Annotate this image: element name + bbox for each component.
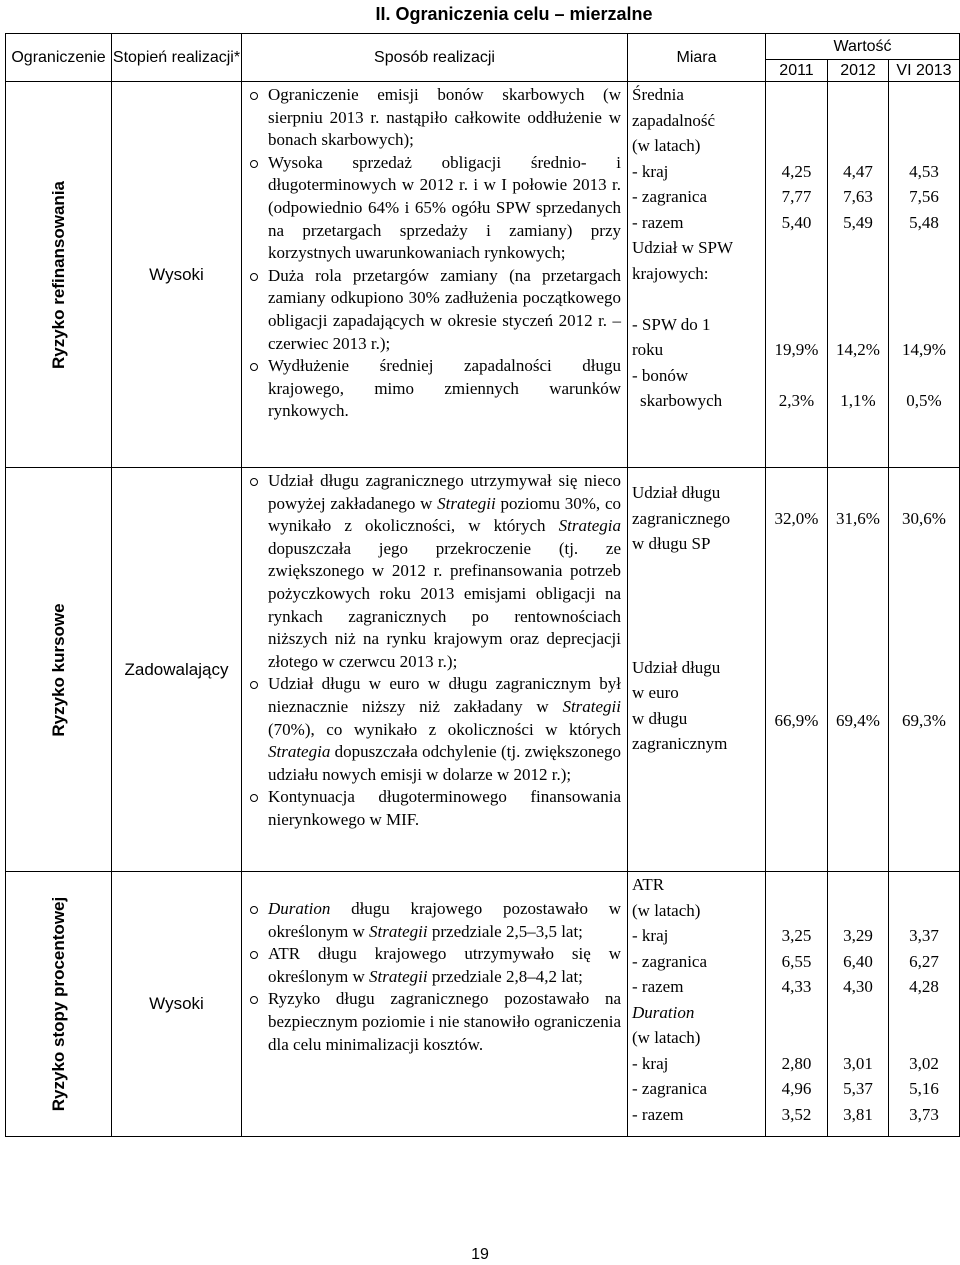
header-measure: Miara [628, 34, 766, 82]
constraint-cell [6, 872, 112, 1137]
value: 3,52 [781, 1104, 812, 1124]
bullet-item: Udział długu w euro w długu zagranicznym był nieznacznie niższy niż zakładany w Strategii (70%), co wynikało z okoliczności w których Strategia dopuszczała odchylenie (tj. zwiększonego udziału nowych emisji w dolarze w 2012 r.); [268, 673, 621, 786]
measure-line: ATR [632, 875, 665, 894]
constraint-label: Ryzyko refinansowania [48, 180, 68, 369]
measure-line: (w latach) [632, 1028, 701, 1047]
measure-line: - zagranica [632, 187, 708, 206]
level-cell: Wysoki [112, 82, 242, 468]
value: 3,73 [909, 1104, 939, 1124]
bullet-item: Duration długu krajowego pozostawało w określonym w Strategii przedziale 2,5–3,5 lat; [268, 898, 621, 943]
constraint-cell [6, 82, 112, 468]
measure-line: w długu [632, 708, 688, 728]
measure-line: Udział długu [632, 483, 721, 502]
measure-gap [632, 286, 762, 312]
measure-line: - zagranica [632, 951, 708, 971]
bullet-item: Duża rola przetargów zamiany (na przetargach zamiany odkupiono 30% zadłużenia początkowego obligacji zapadających w okresie styczeń 2012 r. – czerwiec 2013 r.); [268, 265, 621, 355]
constraint-label: Ryzyko stopy procentowej [48, 896, 68, 1112]
value: 6,40 [843, 951, 873, 971]
measure-cell [628, 468, 766, 872]
value: 2,3% [778, 391, 815, 410]
value: 6,27 [909, 951, 939, 971]
measure-line: - kraj [632, 161, 669, 181]
value: 3,02 [909, 1053, 939, 1073]
value: 3,29 [843, 926, 873, 945]
measure-line: (w latach) [632, 136, 701, 155]
measure-line: (w latach) [632, 900, 701, 920]
constraint-cell [6, 468, 112, 872]
value-2012-cell [828, 872, 889, 1137]
measure-line: roku [632, 340, 664, 359]
measure-line: - kraj [632, 1053, 669, 1073]
value-vi-2013-cell [889, 872, 960, 1137]
value: 14,9% [902, 340, 946, 359]
measure-line: - bonów [632, 365, 689, 385]
measure-line: Duration [632, 1002, 695, 1022]
page-title: II. Ograniczenia celu – mierzalne [375, 4, 653, 24]
value: 0,5% [906, 391, 942, 410]
value: 14,2% [836, 340, 880, 359]
bullet-item: Ryzyko długu zagranicznego pozostawało na bezpiecznym poziomie i nie stanowiło ograniczenia dla celu minimalizacji kosztów. [268, 988, 621, 1056]
bullet-item: ATR długu krajowego utrzymywało się w określonym w Strategii przedziale 2,8–4,2 lat; [268, 943, 621, 988]
measure-line: zagranicznego [632, 508, 731, 528]
measure-line: - SPW do 1 [632, 314, 711, 334]
header-constraint: Ograniczenie [6, 34, 112, 82]
value: 7,63 [843, 187, 873, 206]
bullet-item: Kontynuacja długoterminowego finansowania nierynkowego w MIF. [268, 786, 621, 831]
bullet-item: Wydłużenie średniej zapadalności długu krajowego, mimo zmiennych warunków rynkowych. [268, 355, 621, 423]
bullet-item: Ograniczenie emisji bonów skarbowych (w sierpniu 2013 r. nastąpiło całkowite oddłużenie w bonach skarbowych); [268, 84, 621, 152]
level-cell: Wysoki [112, 872, 242, 1137]
method-bullets [242, 872, 627, 1058]
value-2012-cell [828, 468, 889, 872]
method-cell [242, 468, 628, 872]
measure-line: krajowych: [632, 263, 709, 283]
method-cell [242, 82, 628, 468]
method-cell [242, 872, 628, 1137]
constraints-table [5, 33, 960, 1137]
header-year-2012: 2012 [828, 60, 889, 82]
measure-line: Udział w SPW [632, 238, 734, 257]
value: 66,9% [774, 710, 819, 730]
header-year-vi-2013: VI 2013 [889, 60, 960, 82]
row-currency-risk [6, 468, 960, 872]
measure-line: Średnia [632, 85, 684, 104]
value-2011-cell [766, 82, 828, 468]
header-level: Stopień realizacji* [112, 34, 242, 82]
level-cell: Zadowalający [112, 468, 242, 872]
bullet-item: Wysoka sprzedaż obligacji średnio- i długoterminowych w 2012 r. i w I połowie 2013 r. (odpowiednio 64% i 65% ogółu SPW sprzedanych na przetargach sprzedaży i zamiany) przy korzystnych uwarunkowaniach rynkowych; [268, 152, 621, 265]
measure-line: skarbowych [640, 391, 723, 410]
measure-line: - zagranica [632, 1079, 708, 1098]
measure-line: Udział długu [632, 657, 721, 677]
constraint-label: Ryzyko kursowe [48, 602, 68, 737]
value: 2,80 [781, 1053, 812, 1073]
measure-line: - razem [632, 212, 684, 232]
value: 3,81 [843, 1104, 873, 1124]
value: 32,0% [774, 509, 819, 528]
value: 7,56 [909, 187, 939, 206]
value: 4,96 [781, 1079, 812, 1098]
value: 5,40 [781, 212, 812, 232]
value: 31,6% [836, 509, 880, 528]
value: 30,6% [902, 509, 946, 528]
page-number: 19 [471, 1246, 489, 1263]
measure-line: zagranicznym [632, 734, 728, 753]
row-interest-rate-risk [6, 872, 960, 1137]
header-method: Sposób realizacji [242, 34, 628, 82]
value: 4,33 [781, 977, 812, 996]
value-2012-cell [828, 82, 889, 468]
value: 4,47 [843, 161, 873, 181]
value: 3,01 [843, 1053, 873, 1073]
value: 69,3% [902, 710, 946, 730]
bullet-item: Udział długu zagranicznego utrzymywał się nieco powyżej zakładanego w Strategii poziomu 30%, co wynikało z okoliczności, w których Strategia dopuszczała jego przekroczenie (tj. ze zwiększonego w 2012 r. prefinansowania potrzeb pożyczkowych roku 2013 emisjami obligacji na rynkach zagranicznych po rentownościach niższych niż na rynku krajowym oraz deprecjacji złotego w czerwcu 2013 r.); [268, 470, 621, 673]
value: 6,55 [781, 951, 812, 971]
value: 5,16 [909, 1079, 939, 1098]
measure-line: - kraj [632, 926, 669, 945]
measure-cell [628, 872, 766, 1137]
header-value: Wartość [766, 34, 960, 60]
value-vi-2013-cell [889, 82, 960, 468]
value: 5,37 [843, 1079, 873, 1098]
measure-line: w euro [632, 683, 679, 702]
value: 4,25 [781, 161, 812, 181]
method-bullets [242, 82, 627, 425]
value: 19,9% [774, 340, 819, 359]
method-bullets [242, 468, 627, 834]
value: 3,37 [909, 926, 939, 945]
value: 5,48 [909, 212, 939, 232]
value-vi-2013-cell [889, 468, 960, 872]
measure-line: - razem [632, 1104, 684, 1124]
value: 69,4% [836, 710, 880, 730]
value: 1,1% [840, 391, 876, 410]
measure-line: w długu SP [632, 534, 711, 553]
value-2011-cell [766, 872, 828, 1137]
value: 4,30 [843, 977, 873, 996]
value: 5,49 [843, 212, 873, 232]
value-2011-cell [766, 468, 828, 872]
measure-cell [628, 82, 766, 468]
value: 3,25 [781, 926, 812, 945]
header-year-2011: 2011 [766, 60, 828, 82]
measure-line: zapadalność [632, 110, 716, 130]
value: 4,53 [909, 161, 939, 181]
value: 4,28 [909, 977, 939, 996]
measure-line: - razem [632, 977, 684, 996]
value: 7,77 [781, 187, 812, 206]
row-refinancing-risk [6, 82, 960, 468]
